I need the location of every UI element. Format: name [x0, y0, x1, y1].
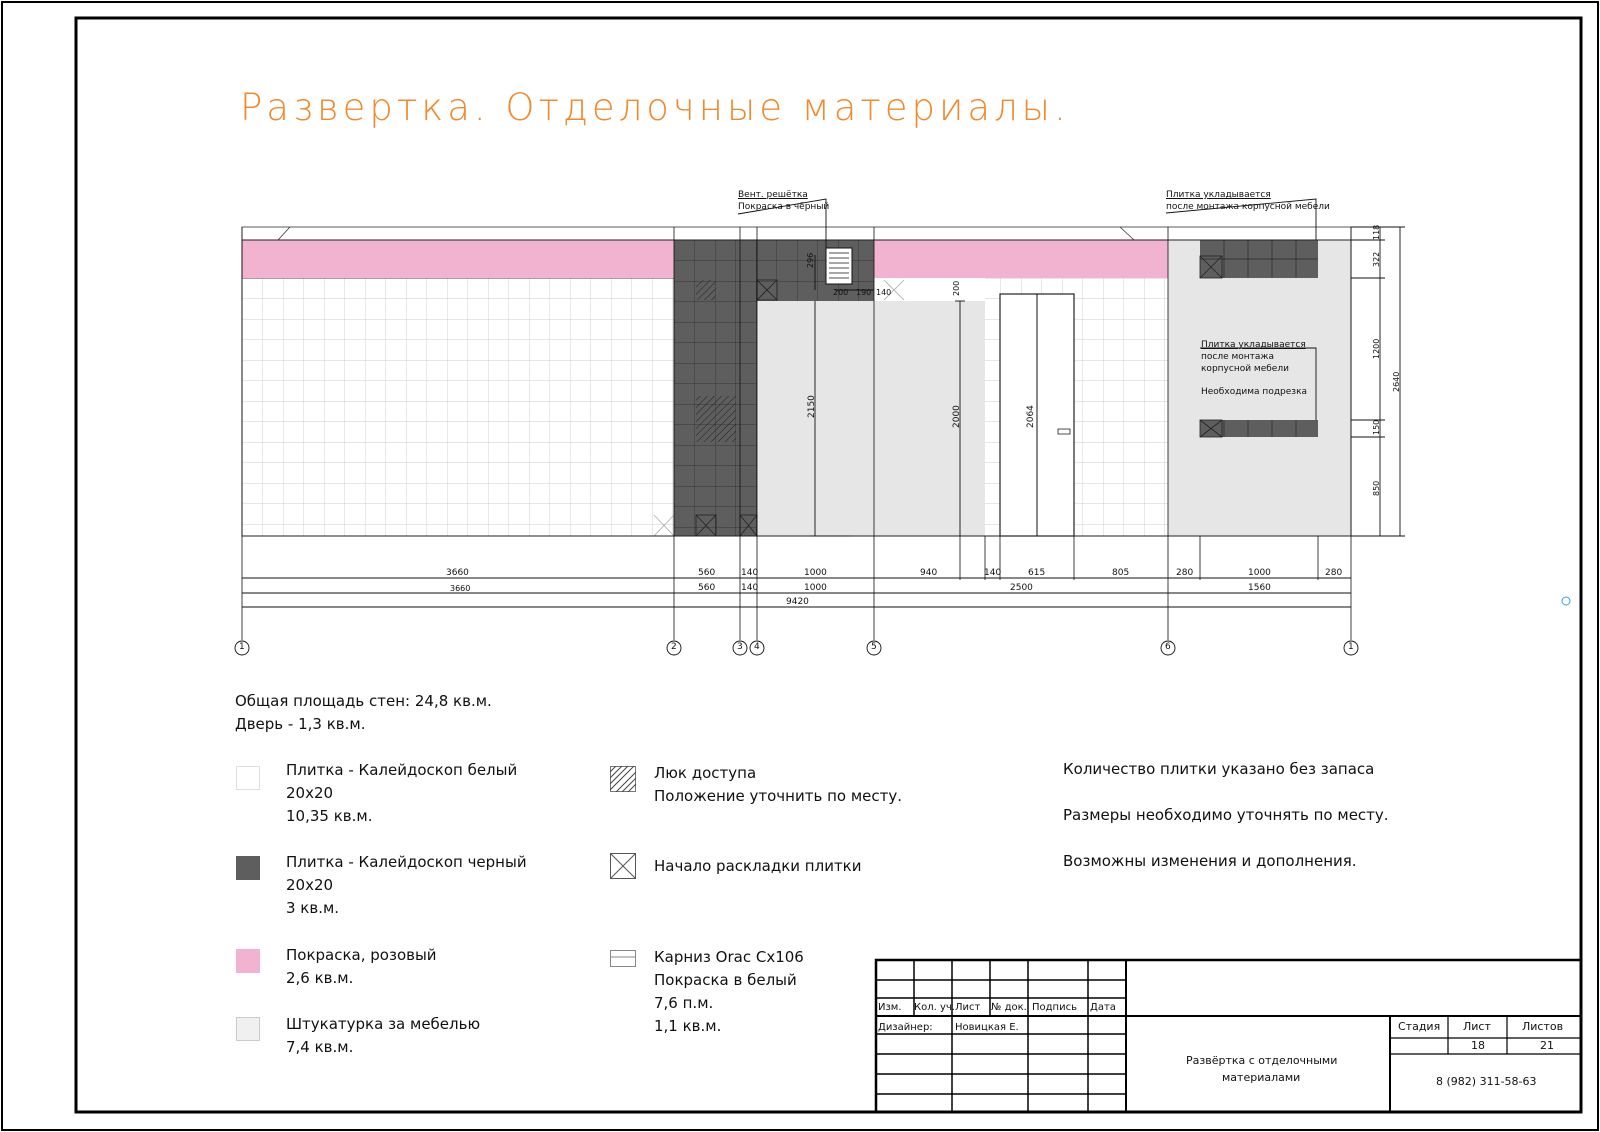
axis-label: 6 — [1165, 642, 1171, 652]
total-area-text: Общая площадь стен: 24,8 кв.м. — [235, 692, 492, 710]
dim-label: 560 — [698, 583, 716, 593]
dim-label: 2150 — [807, 395, 817, 418]
legend-line: 20х20 — [286, 876, 334, 894]
axis-label: 1 — [1348, 642, 1354, 652]
dim-label: 118 — [1372, 224, 1381, 240]
legend-line: Начало раскладки плитки — [654, 857, 862, 875]
legend-line: 7,6 п.м. — [654, 994, 714, 1012]
tile-mid-callout-line3: корпусной мебели — [1201, 364, 1289, 374]
title-block — [876, 960, 1581, 1112]
dim-label: 2000 — [952, 405, 962, 428]
cross-box-icon — [610, 853, 636, 879]
legend-line: Карниз Orac Cx106 — [654, 948, 804, 966]
legend-line: 3 кв.м. — [286, 899, 340, 917]
dim-label: 2500 — [1010, 583, 1033, 593]
dim-label: 280 — [1325, 568, 1343, 578]
tb-col-sign: Подпись — [1032, 1002, 1077, 1013]
dim-label: 190 — [856, 288, 872, 297]
legend-line: Покраска, розовый — [286, 946, 437, 964]
designer-label: Дизайнер: — [878, 1022, 933, 1033]
sheets-count: 21 — [1540, 1039, 1554, 1052]
legend-item — [286, 759, 517, 828]
door-area-text: Дверь - 1,3 кв.м. — [235, 715, 366, 733]
vent-callout-line2: Покраска в чёрный — [738, 202, 830, 212]
legend-line: Положение уточнить по месту. — [654, 787, 902, 805]
tb-col-list: Лист — [955, 1002, 981, 1013]
dim-label: 1000 — [1248, 568, 1271, 578]
phone-number: 8 (982) 311-58-63 — [1436, 1075, 1537, 1088]
dim-label: 1000 — [804, 568, 827, 578]
legend-item — [654, 762, 902, 808]
legend-line: Покраска в белый — [654, 971, 797, 989]
dim-label: 200 — [952, 280, 961, 296]
dim-label: 140 — [741, 583, 759, 593]
legend-line: Люк доступа — [654, 764, 757, 782]
legend-line: 7,4 кв.м. — [286, 1038, 354, 1056]
black-tile-swatch-icon — [236, 856, 260, 880]
axis-label: 2 — [671, 642, 677, 652]
tile-top-callout-line1: Плитка укладывается — [1166, 190, 1271, 200]
dim-label: 805 — [1112, 568, 1130, 578]
tile-mid-callout-line1: Плитка укладывается — [1201, 340, 1306, 350]
legend-line: 1,1 кв.м. — [654, 1017, 722, 1035]
tb-col-izm: Изм. — [878, 1002, 902, 1013]
sheets-label: Листов — [1522, 1020, 1564, 1033]
dim-label: 850 — [1372, 480, 1381, 496]
axis-label: 5 — [871, 642, 877, 652]
dim-label: 2640 — [1392, 371, 1401, 392]
stage-label: Стадия — [1398, 1020, 1441, 1033]
page-title: Развертка. Отделочные материалы. — [240, 86, 1070, 129]
plaster-swatch-icon — [236, 1017, 260, 1041]
dim-label: 3660 — [450, 584, 471, 593]
legend-line: 10,35 кв.м. — [286, 807, 373, 825]
dim-label: 280 — [1176, 568, 1194, 578]
dim-label: 560 — [698, 568, 716, 578]
dim-label: 140 — [741, 568, 759, 578]
tb-col-date: Дата — [1090, 1002, 1116, 1013]
hatch-icon — [610, 766, 636, 792]
drawing-name-line2: материалами — [1222, 1071, 1301, 1084]
tile-mid-callout-line4: Необходима подрезка — [1201, 387, 1308, 397]
legend-line: 2,6 кв.м. — [286, 969, 354, 987]
cornice-icon — [610, 950, 636, 968]
axis-label: 1 — [239, 642, 245, 652]
legend-line: 20х20 — [286, 784, 334, 802]
sheet-label: Лист — [1463, 1020, 1491, 1033]
dim-label: 140 — [984, 568, 1002, 578]
dim-label: 1200 — [1372, 338, 1381, 359]
tb-col-kol: Кол. уч. — [914, 1002, 955, 1013]
dim-label: 940 — [920, 568, 938, 578]
designer-name: Новицкая Е. — [955, 1022, 1019, 1033]
dim-label: 296 — [806, 252, 815, 268]
dim-label: 1560 — [1248, 583, 1271, 593]
legend-line: Штукатурка за мебелью — [286, 1015, 481, 1033]
drawing-name-line1: Развёртка с отделочными — [1186, 1054, 1338, 1067]
axis-label: 3 — [737, 642, 743, 652]
dim-label: 322 — [1372, 251, 1381, 267]
dim-label: 2064 — [1026, 405, 1036, 428]
vent-callout-line1: Вент. решётка — [738, 190, 808, 200]
summary — [235, 690, 492, 736]
axis-label: 4 — [754, 642, 760, 652]
note-line: Количество плитки указано без запаса — [1063, 760, 1375, 778]
dim-label: 140 — [876, 288, 892, 297]
dim-label: 3660 — [446, 568, 469, 578]
tile-mid-callout-line2: после монтажа — [1201, 352, 1275, 362]
dim-label: 615 — [1028, 568, 1046, 578]
dim-label: 150 — [1372, 419, 1381, 435]
tile-mid-callout — [1201, 339, 1307, 398]
elevation-drawing — [235, 199, 1570, 655]
legend-item — [286, 1013, 480, 1059]
note-line: Возможны изменения и дополнения. — [1063, 852, 1357, 870]
tb-col-doc: № док. — [991, 1002, 1027, 1013]
pink-paint-swatch-icon — [236, 949, 260, 973]
sheet-number: 18 — [1471, 1039, 1485, 1052]
tile-top-callout-line2: после монтажа корпусной мебели — [1166, 202, 1330, 212]
legend-item — [654, 855, 862, 878]
white-tile-swatch-icon — [236, 766, 260, 790]
tile-top-callout — [1166, 189, 1330, 213]
dim-total-label: 9420 — [786, 597, 809, 607]
legend-item — [286, 944, 437, 990]
legend-item — [286, 851, 527, 920]
legend-line: Плитка - Калейдоскоп белый — [286, 761, 518, 779]
legend-line: Плитка - Калейдоскоп черный — [286, 853, 527, 871]
dim-label: 200 — [833, 288, 849, 297]
legend-item — [654, 946, 804, 1038]
vent-callout — [738, 189, 829, 213]
note-line: Размеры необходимо уточнять по месту. — [1063, 806, 1389, 824]
dim-label: 1000 — [804, 583, 827, 593]
